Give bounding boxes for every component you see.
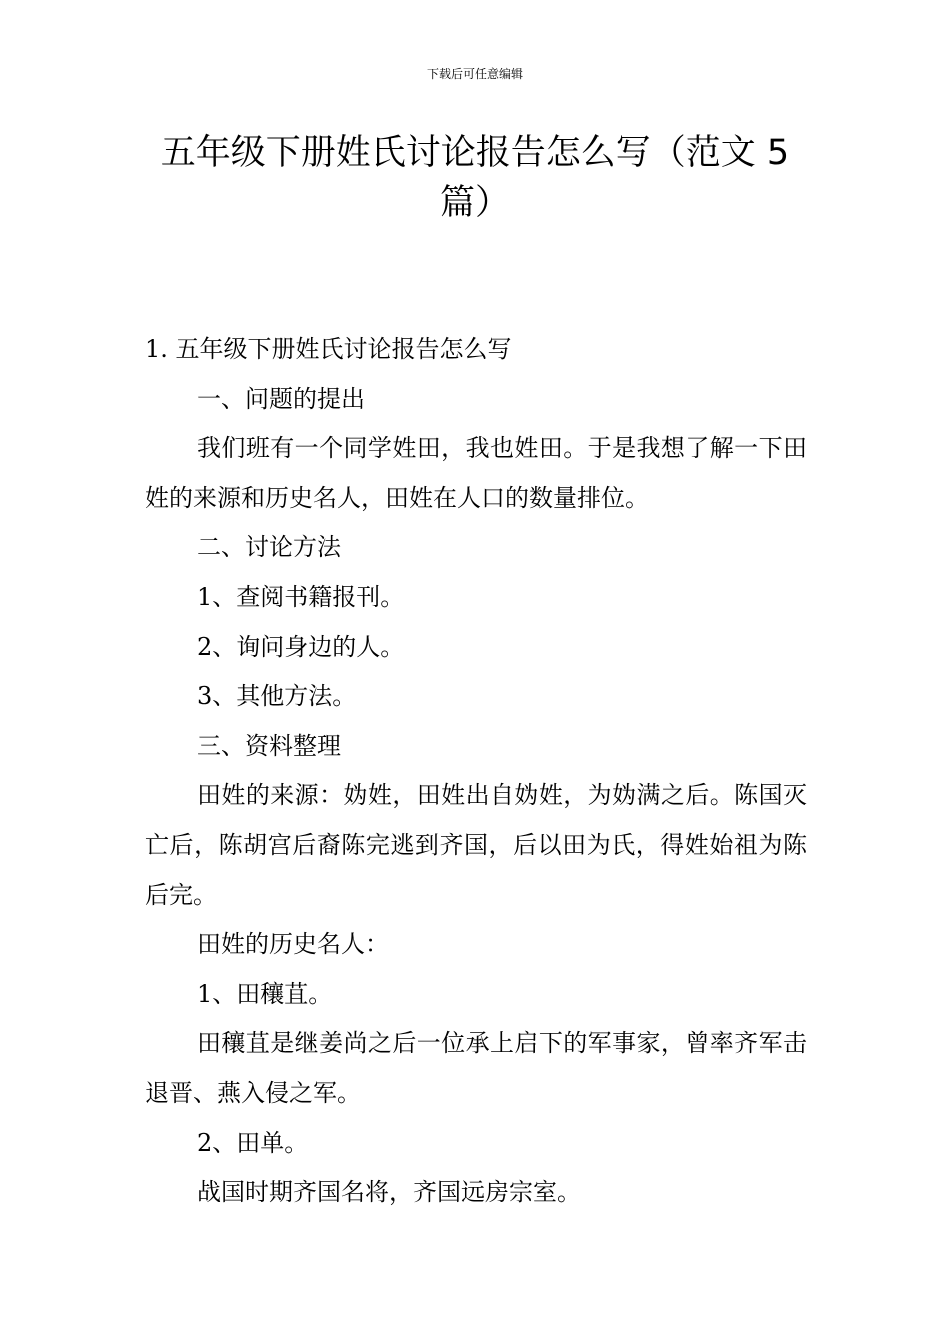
document-title: 五年级下册姓氏讨论报告怎么写（范文 5 篇） xyxy=(160,133,790,223)
list-item: 1、查阅书籍报刊。 xyxy=(197,582,405,611)
document-body xyxy=(145,325,807,1218)
paragraph: 我们班有一个同学姓田，我也姓田。于是我想了解一下田姓的来源和历史名人，田姓在人口的数量排位。 xyxy=(145,434,807,512)
list-item: 2、田单。 xyxy=(197,1128,309,1157)
list-item: 2、询问身边的人。 xyxy=(197,632,405,661)
list-item: 1、田穰苴。 xyxy=(197,979,333,1008)
paragraph: 田穰苴是继姜尚之后一位承上启下的军事家，曾率齐军击退晋、燕入侵之军。 xyxy=(145,1029,807,1107)
list-item: 3、其他方法。 xyxy=(197,682,357,711)
paragraph: 战国时期齐国名将，齐国远房宗室。 xyxy=(197,1178,581,1207)
header-note: 下载后可任意编辑 xyxy=(426,67,523,81)
subheading: 三、资料整理 xyxy=(197,731,341,760)
section-heading: 1. 五年级下册姓氏讨论报告怎么写 xyxy=(145,335,512,363)
paragraph: 田姓的来源：妫姓，田姓出自妫姓，为妫满之后。陈国灭亡后，陈胡宫后裔陈完逃到齐国，后以田为氏，得姓始祖为陈后完。 xyxy=(145,781,807,909)
subheading: 二、讨论方法 xyxy=(197,533,341,562)
subheading: 一、问题的提出 xyxy=(197,384,365,413)
paragraph: 田姓的历史名人： xyxy=(197,930,389,959)
